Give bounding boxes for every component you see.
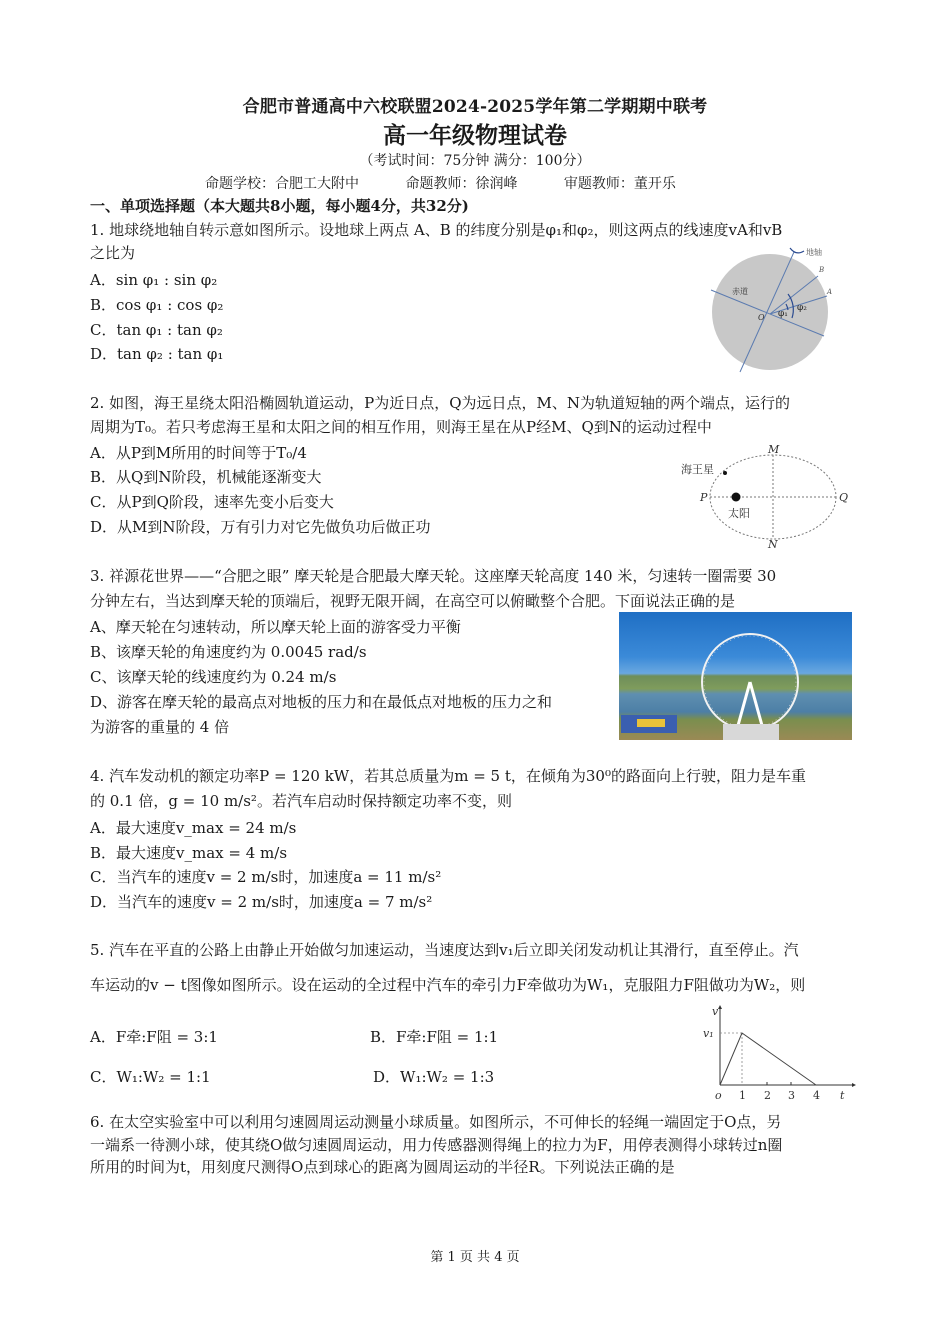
svg-text:v: v [712,1005,719,1018]
neptune-orbit-figure [675,443,860,548]
svg-text:v₁: v₁ [703,1027,714,1040]
question-text: 祥源花世界——“合肥之眼” 摩天轮是合肥最大摩天轮。这座摩天轮高度 140 米，匀速转一圈需要 30 [109,567,777,585]
question-text: 汽车发动机的额定功率P = 120 kW，若其总质量为m = 5 t，在倾角为30⁰的路面向上行驶，阻力是车重 [109,767,806,785]
q1-option-c: C．tan φ₁ : tan φ₂ [90,321,223,339]
question-text: 汽车在平直的公路上由静止开始做匀加速运动，当速度达到v₁后立即关闭发动机让其滑行，直至停止。汽 [109,941,799,959]
question-3-stem [90,566,776,586]
earth-diagram-icon [706,244,866,374]
question-6-stem-cont2: 所用的时间为t，用刻度尺测得O点到球心的距离为圆周运动的半径R。下列说法正确的是 [90,1158,675,1176]
svg-text:海王星: 海王星 [681,463,714,476]
page-number: 第 1 页 共 4 页 [430,1250,520,1265]
reviewer-label: 审题教师：董开乐 [563,176,676,192]
svg-text:o: o [715,1089,722,1102]
svg-text:太阳: 太阳 [728,507,750,520]
svg-text:1: 1 [739,1089,746,1102]
q5-option-a: A．F牵:F阻 = 3:1 [90,1028,218,1046]
ferris-wheel-icon [619,612,852,740]
svg-text:t: t [840,1089,845,1102]
exam-info: （考试时间：75分钟 满分：100分） [359,153,591,169]
question-number: 3. [90,567,105,585]
question-number: 5. [90,941,105,959]
q3-option-d-cont: 为游客的重量的 4 倍 [90,718,230,736]
question-number: 6. [90,1113,105,1131]
vt-graph-figure [700,1003,860,1103]
orbit-diagram-icon [675,443,860,548]
question-6-stem [90,1112,781,1132]
question-5-stem-cont: 车运动的v − t图像如图所示。设在运动的全过程中汽车的牵引力F牵做功为W₁，克服阻力F阻做功为W₂，则 [90,976,806,994]
svg-text:M: M [768,443,780,456]
q2-option-b: B．从Q到N阶段，机械能逐渐变大 [90,468,322,486]
question-text: 在太空实验室中可以利用匀速圆周运动测量小球质量。如图所示，不可伸长的轻绳一端固定于O点，另 [109,1113,782,1131]
earth-rotation-figure [706,244,866,374]
question-number: 1. [90,221,105,239]
svg-text:Q: Q [839,491,849,504]
svg-text:P: P [700,491,708,504]
svg-text:N: N [768,538,778,548]
question-4-stem-cont: 的 0.1 倍，g = 10 m/s²。若汽车启动时保持额定功率不变，则 [90,792,512,810]
q4-option-d: D．当汽车的速度v = 2 m/s时，加速度a = 7 m/s² [90,893,433,911]
question-text: 如图，海王星绕太阳沿椭圆轨道运动，P为近日点，Q为远日点，M、N为轨道短轴的两个端点，运行的 [109,394,790,412]
svg-text:2: 2 [764,1089,771,1102]
svg-text:B: B [819,266,825,274]
q2-option-d: D．从M到N阶段，万有引力对它先做负功后做正功 [90,518,431,536]
question-number: 2. [90,394,105,412]
question-1-stem [90,220,782,240]
question-3-stem-cont: 分钟左右，当达到摩天轮的顶端后，视野无限开阔，在高空可以俯瞰整个合肥。下面说法正确的是 [90,592,736,610]
q3-option-a: A、摩天轮在匀速转动，所以摩天轮上面的游客受力平衡 [90,618,461,636]
school-label: 命题学校：合肥工大附中 [205,176,359,192]
question-number: 4. [90,767,105,785]
q5-option-b: B．F牵:F阻 = 1:1 [370,1028,499,1046]
ferris-wheel-photo [619,612,852,740]
svg-text:O: O [758,313,765,322]
question-2-stem [90,393,790,413]
question-5-stem [90,940,799,960]
q4-option-c: C．当汽车的速度v = 2 m/s时，加速度a = 11 m/s² [90,868,442,886]
svg-text:赤道: 赤道 [732,287,748,296]
q4-option-a: A．最大速度v_max = 24 m/s [90,819,297,837]
question-1-stem-cont: 之比为 [90,244,136,262]
svg-text:3: 3 [788,1089,795,1102]
exam-authors [205,173,718,193]
question-text: 地球绕地轴自转示意如图所示。设地球上两点 A、B 的纬度分别是φ₁和φ₂，则这两点的线速度vA和vB [109,221,783,239]
svg-text:地轴: 地轴 [806,248,822,257]
author-label: 命题教师：徐润峰 [405,176,518,192]
q5-option-c: C．W₁:W₂ = 1:1 [90,1068,211,1086]
svg-text:4: 4 [813,1089,820,1102]
section-title: 一、单项选择题（本大题共8小题，每小题4分，共32分) [90,197,469,215]
q2-option-a: A．从P到M所用的时间等于T₀/4 [90,444,307,462]
svg-text:A: A [827,288,833,296]
q2-option-c: C．从P到Q阶段，速率先变小后变大 [90,493,334,511]
question-6-stem-cont1: 一端系一待测小球，使其绕O做匀速圆周运动，用力传感器测得绳上的拉力为F，用停表测得小球转过n圈 [90,1136,783,1154]
q1-option-d: D．tan φ₂ : tan φ₁ [90,345,224,363]
exam-title: 合肥市普通高中六校联盟2024-2025学年第二学期期中联考 [242,97,708,117]
q1-option-b: B．cos φ₁ : cos φ₂ [90,296,224,314]
svg-text:φ₂: φ₂ [797,303,807,313]
svg-text:φ₁: φ₁ [778,309,788,319]
vt-graph-icon [700,1003,860,1103]
exam-subtitle: 高一年级物理试卷 [383,122,567,149]
q5-option-d: D．W₁:W₂ = 1:3 [373,1068,495,1086]
q3-option-c: C、该摩天轮的线速度约为 0.24 m/s [90,668,337,686]
q3-option-b: B、该摩天轮的角速度约为 0.0045 rad/s [90,643,367,661]
q4-option-b: B．最大速度v_max = 4 m/s [90,844,288,862]
q1-option-a: A．sin φ₁ : sin φ₂ [90,271,218,289]
q3-option-d: D、游客在摩天轮的最高点对地板的压力和在最低点对地板的压力之和 [90,693,553,711]
question-2-stem-cont: 周期为T₀。若只考虑海王星和太阳之间的相互作用，则海王星在从P经M、Q到N的运动过程中 [90,418,712,436]
question-4-stem [90,766,806,786]
